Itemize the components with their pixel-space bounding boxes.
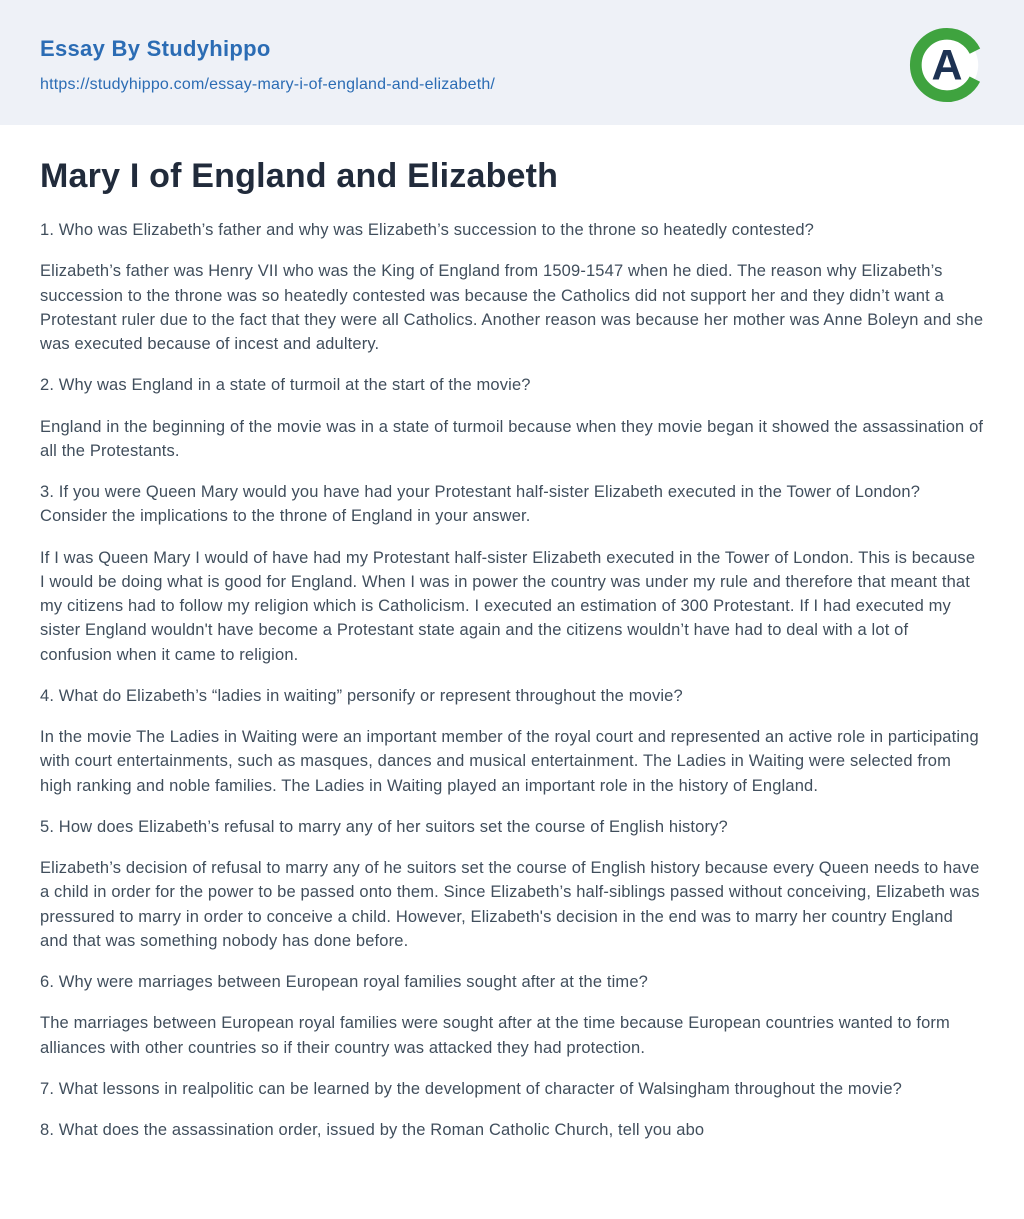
essay-paragraph: Elizabeth’s father was Henry VII who was the King of England from 1509-1547 when he died. The reason why Elizabeth’s succession to the throne was so heatedly contested was because the Catholics did not support her and they didn’t want a Protestant ruler due to the fact that they were all Catholics. Another reason was because her mother was Anne Boleyn and she was executed because of incest and adultery. [40,262,984,353]
essay-paragraph: The marriages between European royal families were sought after at the time because European countries wanted to form alliances with other countries so if their country was attacked they had protection. [40,1014,950,1057]
essay-paragraph: 4. What do Elizabeth’s “ladies in waiting” personify or represent throughout the movie? [40,686,683,705]
header-text-block [40,36,495,94]
essay-paragraph: 2. Why was England in a state of turmoil at the start of the movie? [40,376,531,395]
essay-paragraph: 5. How does Elizabeth’s refusal to marry any of her suitors set the course of English history? [40,817,728,836]
essay-paragraph: 1. Who was Elizabeth’s father and why was Elizabeth’s succession to the throne so heatedly contested? [40,221,814,239]
essay-paragraph: 3. If you were Queen Mary would you have had your Protestant half-sister Elizabeth executed in the Tower of London? Consider the implications to the throne of England in your answer. [40,483,921,526]
brand-title: Essay By Studyhippo [40,35,271,61]
essay-paragraph: If I was Queen Mary I would of have had my Protestant half-sister Elizabeth executed in the Tower of London. This is because I would be doing what is good for England. When I was in power the country was under my rule and therefore that meant that my citizens had to follow my religion which is Catholicism. I executed an estimation of 300 Protestant. If I had executed my sister England wouldn't have become a Protestant state again and the citizens wouldn’t have had to deal with a lot of confusion when it came to religion. [40,548,976,664]
essay-paragraph: In the movie The Ladies in Waiting were an important member of the royal court and represented an active role in participating with court entertainments, such as masques, dances and musical entertainment. The Ladies in Waiting were selected from high ranking and noble families. The Ladies in Waiting played an important role in the history of England. [40,728,979,795]
essay-body [40,218,984,1142]
header [0,0,1024,125]
essay-paragraph: 7. What lessons in realpolitic can be learned by the development of character of Walsingham throughout the movie? [40,1079,902,1098]
essay-paragraph: 6. Why were marriages between European royal families sought after at the time? [40,973,648,991]
studyhippo-logo [908,26,986,104]
logo-letter: A [931,41,963,90]
essay-paragraph: England in the beginning of the movie was in a state of turmoil because when they movie began it showed the assassination of all the Protestants. [40,417,984,460]
essay-url-link[interactable]: https://studyhippo.com/essay-mary-i-of-england-and-elizabeth/ [40,75,496,93]
page-title: Mary I of England and Elizabeth [40,157,559,195]
essay-content [0,125,1024,1219]
essay-paragraph: 8. What does the assassination order, issued by the Roman Catholic Church, tell you abo [40,1121,705,1139]
essay-paragraph: Elizabeth’s decision of refusal to marry any of he suitors set the course of English history because every Queen needs to have a child in order for the power to be passed onto them. Since Elizabeth’s half-siblings passed without conceiving, Elizabeth was pressured to marry in order to conceive a child. However, Elizabeth's decision in the end was to marry her country England and that was something nobody has done before. [40,859,980,950]
logo-icon [908,26,986,104]
